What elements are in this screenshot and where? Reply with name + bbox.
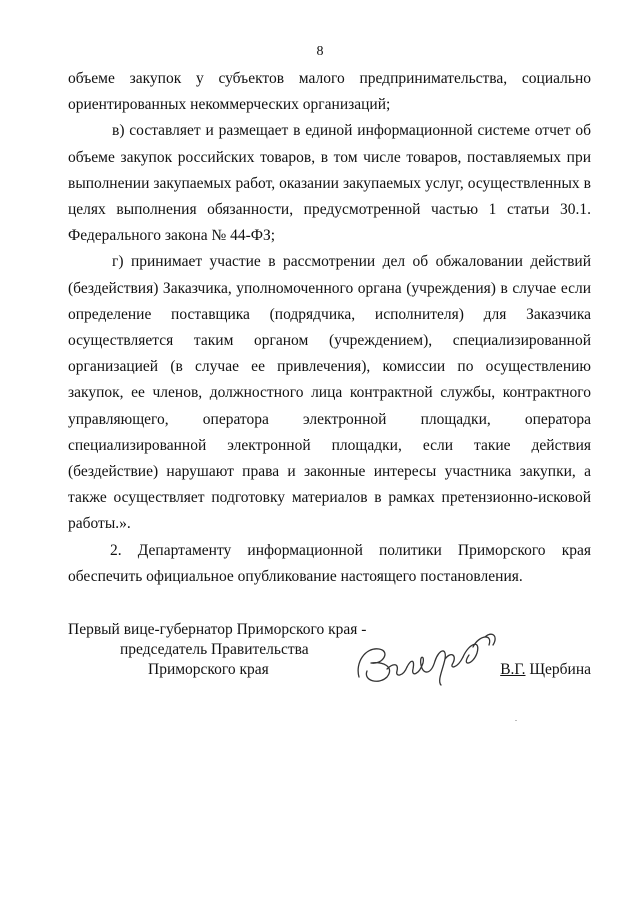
document-body xyxy=(68,66,591,590)
handwritten-signature xyxy=(353,625,503,687)
signatory-name xyxy=(500,660,591,680)
signatory-title-line-1: Первый вице-губернатор Приморского края - xyxy=(68,621,367,638)
signatory-initials: В.Г. xyxy=(500,661,526,678)
page-number: 8 xyxy=(316,44,324,59)
signatory-surname: Щербина xyxy=(529,661,591,678)
paragraph-item-v: в) составляет и размещает в единой информационной системе отчет об объеме закупок российских товаров, в том числе товаров, поставляемых при выполнении закупаемых работ, оказании закупаемых услуг, осуществленных в целях выполнения обязанности, предусмотренной частью 1 статьи 30.1. Федерального закона № 44-ФЗ; xyxy=(68,122,591,245)
paragraph-continuation: объеме закупок у субъектов малого предпринимательства, социально ориентированных некоммерческих организаций; xyxy=(68,70,591,114)
paragraph-point-2: 2. Департаменту информационной политики Приморского края обеспечить официальное опубликование настоящего постановления. xyxy=(68,541,591,585)
signatory-title-line-2: председатель Правительства xyxy=(120,641,309,658)
scan-speck xyxy=(515,720,517,721)
signatory-title-line-3: Приморского края xyxy=(148,661,269,678)
paragraph-item-g: г) принимает участие в рассмотрении дел об обжаловании действий (бездействия) Заказчика, уполномоченного органа (учреждения) в случае если определение поставщика (подрядчика, исполнителя) для Заказчика осуществляется таким органом (учреждением), специализированной организацией (в случае ее привлечения), комиссии по осуществлению закупок, ее членов, должностного лица контрактной службы, контрактного управляющего, оператора электронной площадки, оператора специализированной электронной площадки, если такие действия (бездействие) нарушают права и законные интересы участника закупки, а также осуществляет подготовку материалов в рамках претензионно-исковой работы.». xyxy=(68,253,591,533)
